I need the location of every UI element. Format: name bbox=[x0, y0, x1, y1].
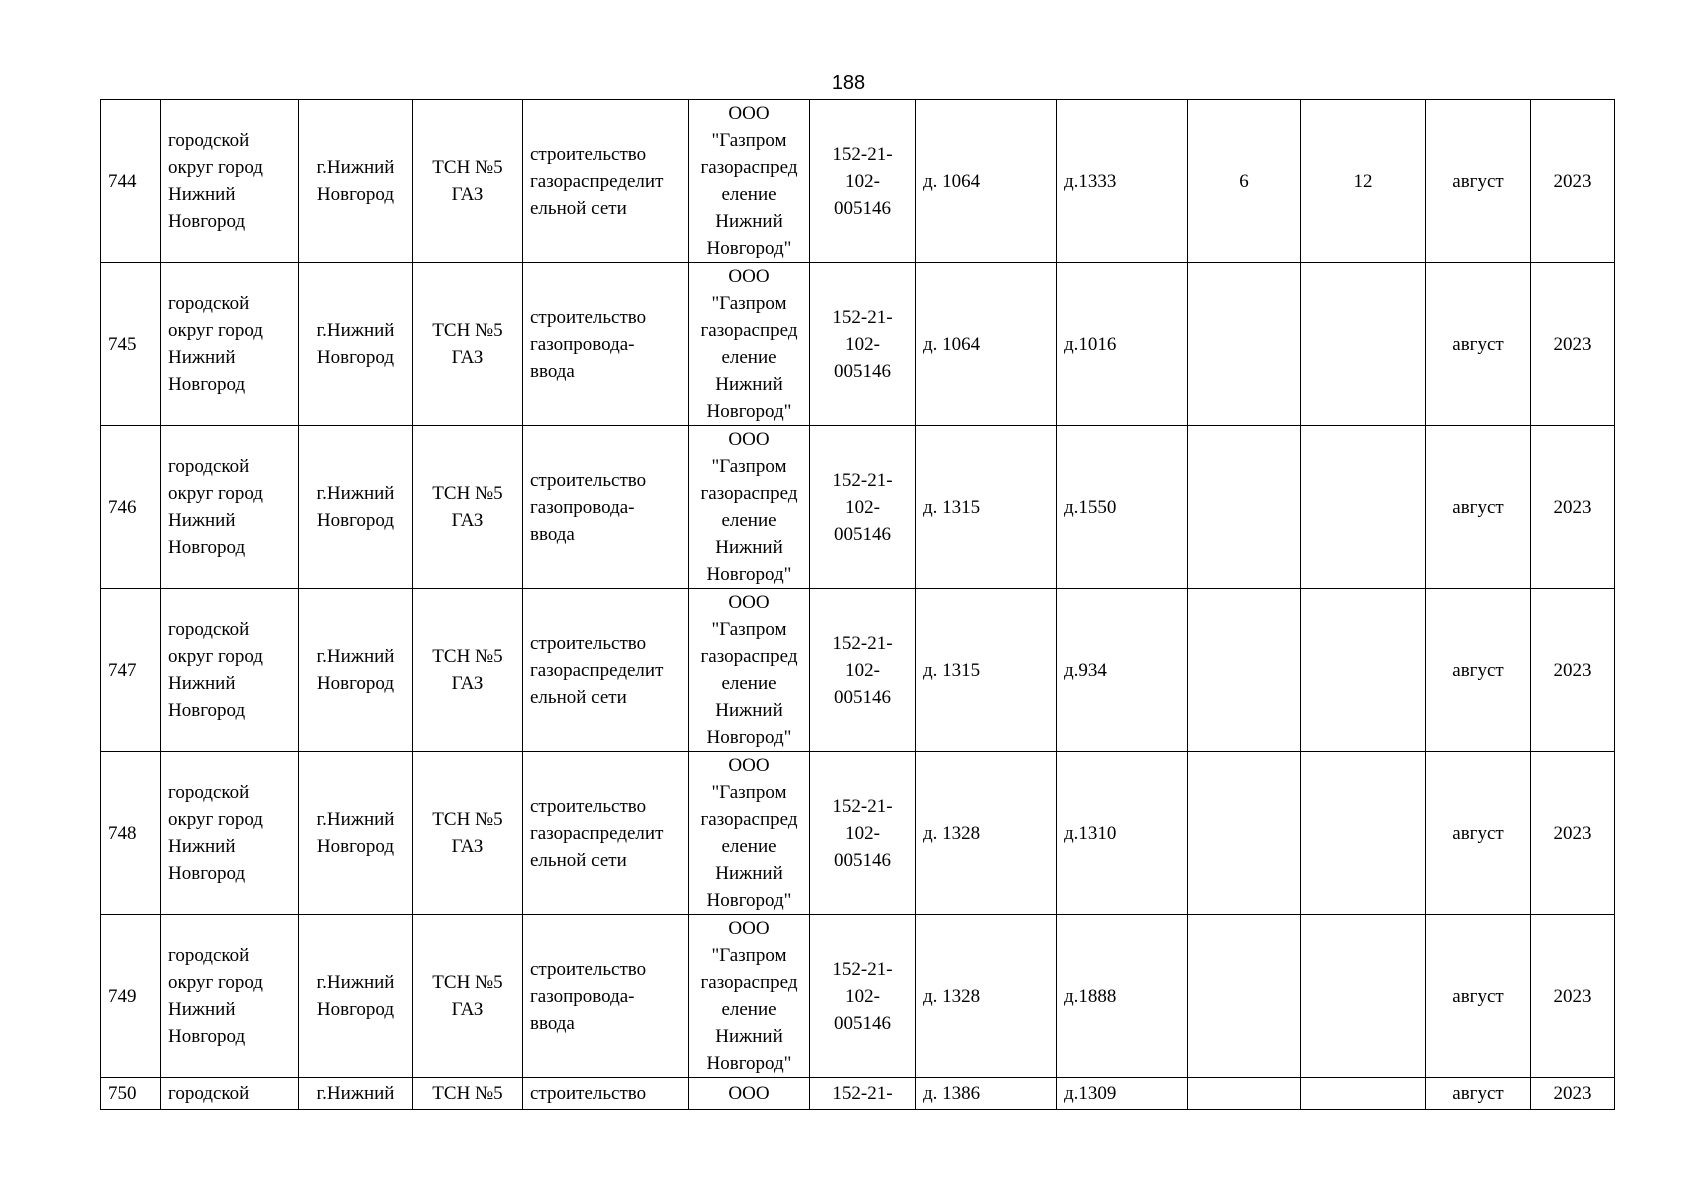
cell-year: 2023 bbox=[1531, 915, 1615, 1078]
cell-to: д.1550 bbox=[1057, 426, 1188, 589]
cell-month: август bbox=[1426, 1078, 1531, 1110]
cell-year: 2023 bbox=[1531, 426, 1615, 589]
cell-year: 2023 bbox=[1531, 752, 1615, 915]
cell-col11 bbox=[1301, 263, 1426, 426]
registry-table bbox=[100, 99, 1615, 1110]
cell-year: 2023 bbox=[1531, 589, 1615, 752]
table-body bbox=[101, 100, 1615, 1110]
cell-org: ООО "Газпром газораспред еление Нижний Новгород" bbox=[689, 915, 810, 1078]
cell-work: строительство газораспределит ельной сети bbox=[523, 589, 689, 752]
cell-district: городской округ город Нижний Новгород bbox=[161, 752, 299, 915]
cell-district: городской округ город Нижний Новгород bbox=[161, 589, 299, 752]
cell-org: ООО bbox=[689, 1078, 810, 1110]
cell-city: г.Нижний Новгород bbox=[299, 915, 413, 1078]
cell-col10 bbox=[1188, 426, 1301, 589]
cell-num: 746 bbox=[101, 426, 161, 589]
cell-tsn: ТСН №5 bbox=[413, 1078, 523, 1110]
cell-city: г.Нижний bbox=[299, 1078, 413, 1110]
cell-tsn: ТСН №5 ГАЗ bbox=[413, 915, 523, 1078]
cell-work: строительство газопровода- ввода bbox=[523, 426, 689, 589]
cell-month: август bbox=[1426, 915, 1531, 1078]
table-row bbox=[101, 263, 1615, 426]
cell-col10 bbox=[1188, 752, 1301, 915]
cell-from: д. 1328 bbox=[916, 752, 1057, 915]
cell-code: 152-21- bbox=[810, 1078, 916, 1110]
cell-month: август bbox=[1426, 426, 1531, 589]
table-row bbox=[101, 426, 1615, 589]
cell-to: д.1016 bbox=[1057, 263, 1188, 426]
cell-col10 bbox=[1188, 589, 1301, 752]
cell-work: строительство газопровода- ввода bbox=[523, 915, 689, 1078]
cell-to: д.1333 bbox=[1057, 100, 1188, 263]
cell-org: ООО "Газпром газораспред еление Нижний Новгород" bbox=[689, 263, 810, 426]
cell-from: д. 1315 bbox=[916, 589, 1057, 752]
cell-num: 750 bbox=[101, 1078, 161, 1110]
cell-city: г.Нижний Новгород bbox=[299, 100, 413, 263]
table-row bbox=[101, 915, 1615, 1078]
cell-from: д. 1315 bbox=[916, 426, 1057, 589]
cell-year: 2023 bbox=[1531, 100, 1615, 263]
cell-work: строительство газораспределит ельной сети bbox=[523, 752, 689, 915]
cell-tsn: ТСН №5 ГАЗ bbox=[413, 263, 523, 426]
cell-month: август bbox=[1426, 752, 1531, 915]
cell-num: 747 bbox=[101, 589, 161, 752]
cell-org: ООО "Газпром газораспред еление Нижний Новгород" bbox=[689, 100, 810, 263]
cell-num: 745 bbox=[101, 263, 161, 426]
table-row-partial bbox=[101, 1078, 1615, 1110]
cell-year: 2023 bbox=[1531, 263, 1615, 426]
cell-from: д. 1064 bbox=[916, 263, 1057, 426]
cell-tsn: ТСН №5 ГАЗ bbox=[413, 589, 523, 752]
cell-num: 744 bbox=[101, 100, 161, 263]
cell-city: г.Нижний Новгород bbox=[299, 263, 413, 426]
cell-district: городской округ город Нижний Новгород bbox=[161, 100, 299, 263]
cell-work: строительство газораспределит ельной сети bbox=[523, 100, 689, 263]
cell-col11: 12 bbox=[1301, 100, 1426, 263]
cell-district: городской округ город Нижний Новгород bbox=[161, 426, 299, 589]
cell-col11 bbox=[1301, 589, 1426, 752]
cell-code: 152-21- 102- 005146 bbox=[810, 263, 916, 426]
cell-to: д.1888 bbox=[1057, 915, 1188, 1078]
cell-to: д.1310 bbox=[1057, 752, 1188, 915]
cell-district: городской bbox=[161, 1078, 299, 1110]
cell-city: г.Нижний Новгород bbox=[299, 589, 413, 752]
cell-org: ООО "Газпром газораспред еление Нижний Новгород" bbox=[689, 589, 810, 752]
cell-month: август bbox=[1426, 263, 1531, 426]
cell-work: строительство bbox=[523, 1078, 689, 1110]
table-row bbox=[101, 752, 1615, 915]
cell-code: 152-21- 102- 005146 bbox=[810, 915, 916, 1078]
cell-year: 2023 bbox=[1531, 1078, 1615, 1110]
cell-work: строительство газопровода- ввода bbox=[523, 263, 689, 426]
cell-col10 bbox=[1188, 1078, 1301, 1110]
cell-code: 152-21- 102- 005146 bbox=[810, 589, 916, 752]
cell-to: д.934 bbox=[1057, 589, 1188, 752]
cell-tsn: ТСН №5 ГАЗ bbox=[413, 426, 523, 589]
cell-col10: 6 bbox=[1188, 100, 1301, 263]
cell-col10 bbox=[1188, 263, 1301, 426]
cell-col11 bbox=[1301, 752, 1426, 915]
cell-num: 749 bbox=[101, 915, 161, 1078]
page-number: 188 bbox=[831, 72, 866, 94]
cell-tsn: ТСН №5 ГАЗ bbox=[413, 752, 523, 915]
table-row bbox=[101, 100, 1615, 263]
table-row bbox=[101, 589, 1615, 752]
cell-code: 152-21- 102- 005146 bbox=[810, 752, 916, 915]
cell-month: август bbox=[1426, 100, 1531, 263]
cell-from: д. 1064 bbox=[916, 100, 1057, 263]
cell-city: г.Нижний Новгород bbox=[299, 426, 413, 589]
cell-num: 748 bbox=[101, 752, 161, 915]
cell-district: городской округ город Нижний Новгород bbox=[161, 915, 299, 1078]
cell-from: д. 1328 bbox=[916, 915, 1057, 1078]
cell-code: 152-21- 102- 005146 bbox=[810, 100, 916, 263]
cell-org: ООО "Газпром газораспред еление Нижний Новгород" bbox=[689, 426, 810, 589]
cell-code: 152-21- 102- 005146 bbox=[810, 426, 916, 589]
cell-month: август bbox=[1426, 589, 1531, 752]
cell-col11 bbox=[1301, 915, 1426, 1078]
cell-tsn: ТСН №5 ГАЗ bbox=[413, 100, 523, 263]
cell-from: д. 1386 bbox=[916, 1078, 1057, 1110]
cell-city: г.Нижний Новгород bbox=[299, 752, 413, 915]
cell-org: ООО "Газпром газораспред еление Нижний Новгород" bbox=[689, 752, 810, 915]
cell-to: д.1309 bbox=[1057, 1078, 1188, 1110]
cell-col11 bbox=[1301, 1078, 1426, 1110]
cell-col11 bbox=[1301, 426, 1426, 589]
cell-col10 bbox=[1188, 915, 1301, 1078]
cell-district: городской округ город Нижний Новгород bbox=[161, 263, 299, 426]
